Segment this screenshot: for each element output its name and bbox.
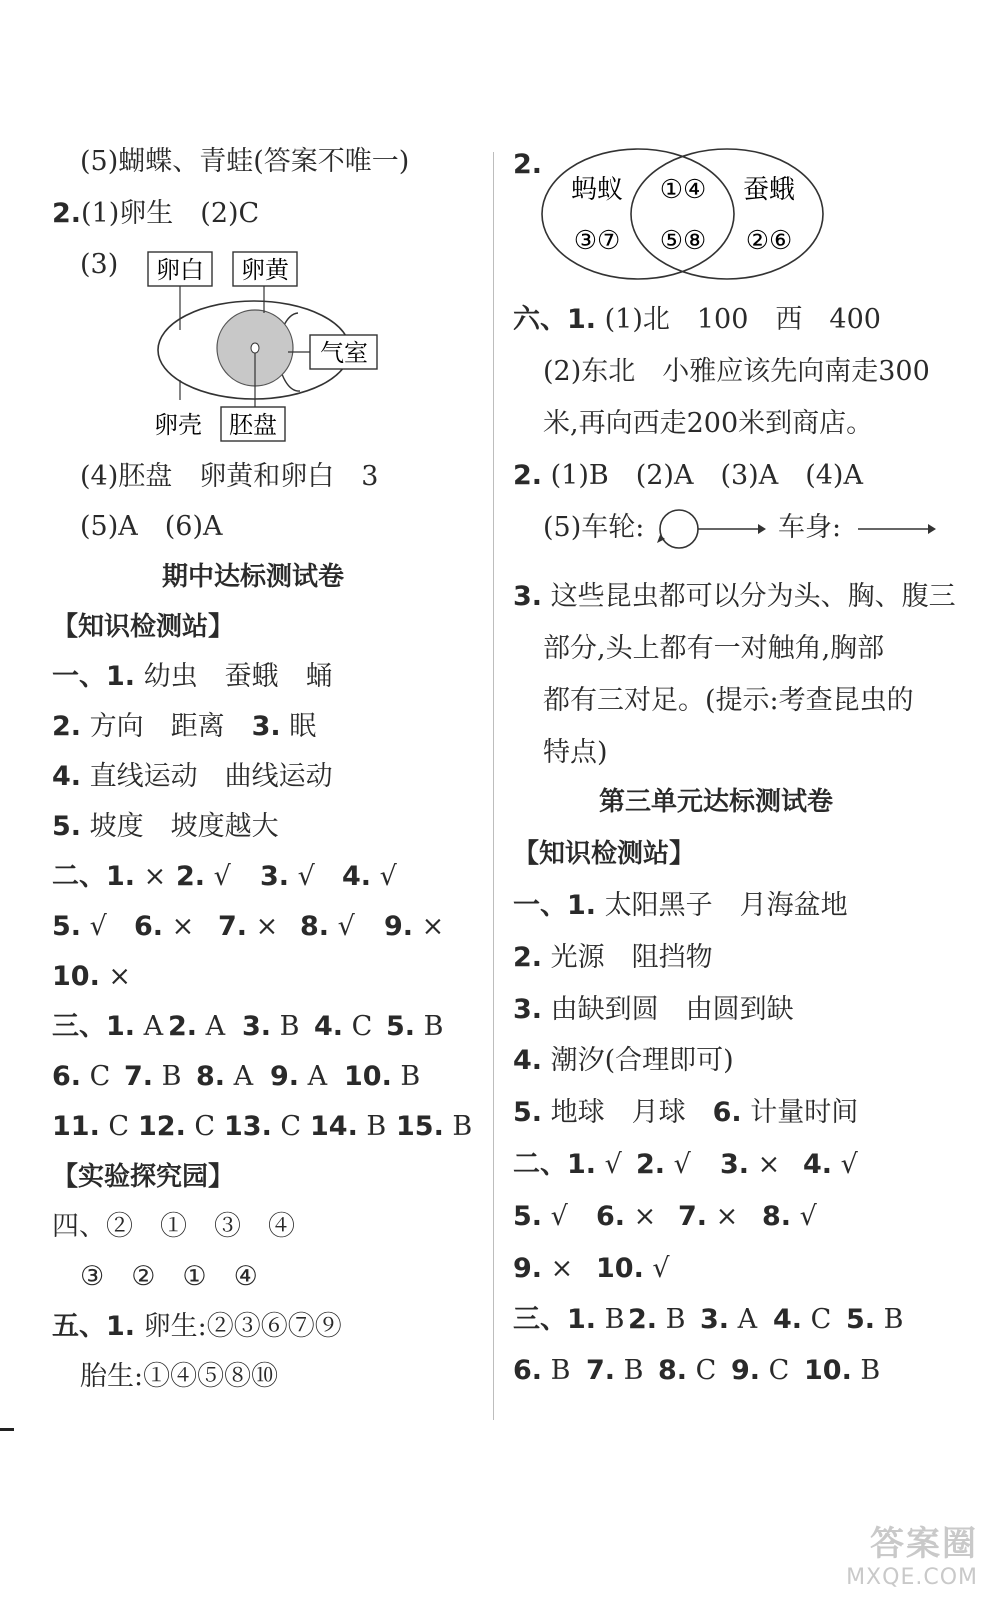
answer-value: √ — [205, 861, 231, 892]
question-number: 8. — [300, 911, 330, 942]
answer-text: 光源 阻挡物 — [542, 942, 713, 973]
body-motion-arrow — [856, 517, 938, 541]
answer-item — [803, 1148, 858, 1182]
answer-value: C — [81, 1061, 111, 1092]
answer-text: 地球 月球 — [542, 1097, 713, 1128]
answer-value: × — [625, 1201, 657, 1232]
question-number: 2. — [513, 942, 543, 973]
question-number: 4. — [342, 861, 372, 892]
answer-item — [513, 1148, 622, 1182]
answer-item — [386, 1010, 443, 1044]
site-watermark — [846, 1516, 978, 1590]
question-number: 5. — [52, 811, 82, 842]
question-number: 2. — [628, 1304, 658, 1335]
question-number: 6. — [596, 1201, 626, 1232]
answer-value: × — [413, 911, 445, 942]
question-number: 三、1. — [52, 1011, 136, 1042]
question-number: 13. — [224, 1111, 272, 1142]
question-number: 7. — [124, 1061, 154, 1092]
answer-value: B — [415, 1011, 444, 1042]
answer-value: B — [851, 1355, 881, 1386]
answer-line — [513, 941, 713, 975]
answer-value: C — [271, 1111, 302, 1142]
wheel-rotation-diagram — [652, 507, 768, 551]
answer-item — [310, 1110, 386, 1144]
answer-item — [314, 1010, 372, 1044]
answer-item — [513, 1200, 568, 1234]
answer-line: (4)胚盘 卵黄和卵白 3 — [80, 461, 379, 492]
question-number: 10. — [344, 1061, 392, 1092]
yolk-label: 卵黄 — [241, 256, 289, 284]
answer-item — [596, 1200, 656, 1234]
answer-item — [176, 860, 231, 894]
answer-value: × — [707, 1201, 739, 1232]
answer-line: (5)A (6)A — [80, 511, 223, 542]
answer-line: 部分,头上都有一对触角,胸部 — [543, 633, 885, 664]
answer-item — [513, 1354, 570, 1388]
answer-item — [846, 1303, 903, 1337]
shared-items-top: ①④ — [659, 175, 707, 205]
section-title: 期中达标测试卷 — [162, 562, 345, 592]
answer-item — [124, 1060, 181, 1094]
answer-item — [804, 1354, 880, 1388]
answer-item — [138, 1110, 215, 1144]
question-number: 9. — [513, 1253, 543, 1284]
question-number: 5. — [52, 911, 82, 942]
ant-only-items: ③⑦ — [573, 226, 621, 256]
question-number: 5. — [513, 1201, 543, 1232]
answer-value: √ — [81, 911, 107, 942]
answer-item — [52, 960, 131, 994]
watermark-logo-text: 答案圈 — [870, 1524, 978, 1564]
question-number: 6. — [134, 911, 164, 942]
answer-line — [52, 760, 333, 794]
answer-text: 这些昆虫都可以分为头、胸、腹三 — [542, 581, 956, 612]
silkmoth-set-ellipse — [631, 149, 823, 279]
answer-line — [513, 1044, 734, 1078]
answer-value: B — [542, 1355, 571, 1386]
answer-line — [513, 1096, 858, 1130]
answer-value: C — [687, 1355, 717, 1386]
answer-item — [218, 910, 278, 944]
answer-value: × — [135, 861, 167, 892]
germinal-disc-label: 胚盘 — [229, 411, 277, 439]
answer-value: B — [153, 1061, 182, 1092]
question-number: 4. — [803, 1149, 833, 1180]
body-motion-label: 车身: — [778, 512, 842, 543]
answer-value: × — [163, 911, 195, 942]
answer-item — [513, 1303, 624, 1337]
answer-text: 幼虫 蚕蛾 蛹 — [135, 661, 333, 692]
answer-item — [731, 1354, 789, 1388]
answer-line: 米,再向西走200米到商店。 — [543, 408, 874, 439]
question-number: 7. — [586, 1355, 616, 1386]
section-title: 第三单元达标测试卷 — [599, 787, 834, 817]
answer-value: B — [391, 1061, 421, 1092]
question-number: 8. — [196, 1061, 226, 1092]
question-number: 2. — [52, 711, 82, 742]
answer-text: (1)B (2)A (3)A (4)A — [542, 460, 863, 491]
answer-value: A — [197, 1011, 226, 1042]
answer-value: C — [99, 1111, 130, 1142]
answer-line — [52, 197, 259, 231]
answer-line — [52, 710, 316, 744]
ant-label: 蚂蚁 — [570, 175, 624, 205]
question-number: 2. — [636, 1149, 666, 1180]
question-number: 9. — [731, 1355, 761, 1386]
question-number: 3. — [242, 1011, 272, 1042]
question-number: 3. — [700, 1304, 730, 1335]
question-number: 8. — [762, 1201, 792, 1232]
question-number: 4. — [513, 1045, 543, 1076]
section-header: 【知识检测站】 — [513, 839, 696, 869]
answer-item — [596, 1252, 670, 1286]
answer-line — [52, 1310, 342, 1344]
answer-line — [513, 303, 881, 337]
question-number: 6. — [513, 1355, 543, 1386]
answer-text: 计量时间 — [741, 1097, 859, 1128]
answer-item — [260, 860, 315, 894]
answer-line — [513, 459, 863, 493]
question-number: 2. — [513, 149, 543, 180]
page-corner-mark — [0, 1428, 14, 1431]
answer-line: 特点) — [543, 737, 608, 768]
answer-value: A — [729, 1304, 758, 1335]
answer-line — [513, 889, 848, 923]
silkmoth-label: 蚕蛾 — [742, 175, 796, 205]
answer-value: A — [135, 1011, 164, 1042]
answer-text: 直线运动 曲线运动 — [81, 761, 333, 792]
question-number: 2. — [52, 198, 82, 229]
answer-value: √ — [371, 861, 397, 892]
column-divider — [493, 152, 494, 1420]
answer-value: × — [247, 911, 279, 942]
albumen-label: 卵白 — [156, 256, 204, 284]
answer-value: √ — [596, 1149, 622, 1180]
question-number: 5. — [513, 1097, 543, 1128]
answer-item — [658, 1354, 716, 1388]
section-header: 【实验探究园】 — [52, 1162, 235, 1192]
answer-item — [636, 1148, 691, 1182]
answer-item — [52, 1110, 129, 1144]
answer-value: × — [99, 961, 132, 992]
answer-item — [628, 1303, 685, 1337]
question-number: 二、1. — [52, 861, 136, 892]
answer-item — [168, 1010, 225, 1044]
question-number: 11. — [52, 1111, 100, 1142]
egg-structure-diagram — [140, 245, 400, 445]
answer-item — [52, 860, 166, 894]
ant-set-ellipse — [542, 149, 734, 279]
answer-text: 方向 距离 — [81, 711, 252, 742]
air-cell-label: 气室 — [320, 339, 368, 367]
question-number: 15. — [396, 1111, 444, 1142]
answer-line — [513, 580, 956, 614]
question-number: 9. — [384, 911, 414, 942]
answer-line — [513, 993, 794, 1027]
answer-value: B — [357, 1111, 387, 1142]
question-number: 3. — [251, 711, 281, 742]
question-number: 2. — [168, 1011, 198, 1042]
answer-value: A — [225, 1061, 254, 1092]
answer-value: B — [443, 1111, 473, 1142]
question-number: 6. — [712, 1097, 742, 1128]
answer-item — [52, 1010, 163, 1044]
answer-value: √ — [289, 861, 315, 892]
germinal-disc-shape — [251, 343, 259, 353]
rotation-arrowhead — [657, 535, 665, 543]
question-number: 3. — [260, 861, 290, 892]
answer-line: 都有三对足。(提示:考查昆虫的 — [543, 685, 914, 716]
question-number: 10. — [596, 1253, 644, 1284]
answer-value: A — [299, 1061, 328, 1092]
answer-text: (1)北 100 西 400 — [596, 304, 881, 335]
question-number: 14. — [310, 1111, 358, 1142]
answer-value: C — [343, 1011, 373, 1042]
answer-value: √ — [832, 1149, 858, 1180]
question-number: 一、1. — [52, 661, 136, 692]
answer-line — [52, 810, 279, 844]
question-number: 6. — [52, 1061, 82, 1092]
question-number: 12. — [138, 1111, 186, 1142]
answer-item — [52, 1060, 110, 1094]
answer-item — [586, 1354, 643, 1388]
answer-text: 由缺到圆 由圆到缺 — [542, 994, 794, 1025]
question-number: 3. — [513, 581, 543, 612]
question-number: 二、1. — [513, 1149, 597, 1180]
answer-line: 四、② ① ③ ④ — [52, 1211, 295, 1242]
question-number: 2. — [176, 861, 206, 892]
answer-value: √ — [665, 1149, 691, 1180]
answer-item — [384, 910, 444, 944]
answer-item — [196, 1060, 253, 1094]
answer-item — [700, 1303, 757, 1337]
answer-text: 坡度 坡度越大 — [81, 811, 279, 842]
answer-value: C — [185, 1111, 216, 1142]
answer-value: B — [657, 1304, 686, 1335]
answer-item — [242, 1010, 299, 1044]
answer-item — [344, 1060, 420, 1094]
question-number: 3. — [513, 994, 543, 1025]
question-number: 4. — [52, 761, 82, 792]
answer-item — [720, 1148, 780, 1182]
answer-value: C — [760, 1355, 790, 1386]
question-number: 9. — [270, 1061, 300, 1092]
answer-line: (5)蝴蝶、青蛙(答案不唯一) — [80, 146, 410, 177]
wheel-circle — [660, 510, 698, 548]
shell-label: 卵壳 — [154, 411, 202, 439]
answer-text: 潮汐(合理即可) — [542, 1045, 734, 1076]
wheel-arrowhead — [758, 524, 766, 534]
silkmoth-only-items: ②⑥ — [745, 226, 793, 256]
question-number: (3) — [80, 249, 119, 280]
answer-item — [224, 1110, 301, 1144]
question-number: 5. — [386, 1011, 416, 1042]
question-number: 3. — [720, 1149, 750, 1180]
answer-text: (1)卵生 (2)C — [81, 198, 260, 229]
question-number: 10. — [52, 961, 100, 992]
answer-line: ③ ② ① ④ — [80, 1261, 258, 1292]
body-arrowhead — [928, 524, 936, 534]
answer-item — [270, 1060, 327, 1094]
question-number: 8. — [658, 1355, 688, 1386]
question-number: 五、1. — [52, 1311, 136, 1342]
question-number: 一、1. — [513, 890, 597, 921]
answer-value: × — [542, 1253, 574, 1284]
answer-item — [134, 910, 194, 944]
answer-text: 卵生:②③⑥⑦⑨ — [135, 1311, 342, 1342]
answer-text: 太阳黑子 月海盆地 — [596, 890, 848, 921]
answer-item — [342, 860, 397, 894]
question-number: 5. — [846, 1304, 876, 1335]
answer-item — [773, 1303, 831, 1337]
answer-item — [513, 1252, 573, 1286]
question-number: 三、1. — [513, 1304, 597, 1335]
question-number: 10. — [804, 1355, 852, 1386]
question-number: 4. — [773, 1304, 803, 1335]
answer-value: √ — [791, 1201, 817, 1232]
section-header: 【知识检测站】 — [52, 612, 235, 642]
answer-value: √ — [643, 1253, 670, 1284]
answer-value: B — [596, 1304, 625, 1335]
answer-text: 眠 — [280, 711, 317, 742]
question-number: 2. — [513, 460, 543, 491]
shared-items-bottom: ⑤⑧ — [659, 226, 707, 256]
answer-item — [396, 1110, 472, 1144]
watermark-url: MXQE.COM — [846, 1565, 978, 1590]
answer-item — [52, 910, 107, 944]
venn-diagram — [535, 143, 835, 285]
question-number: 4. — [314, 1011, 344, 1042]
question-number: 7. — [218, 911, 248, 942]
answer-item — [300, 910, 355, 944]
answer-value: C — [802, 1304, 832, 1335]
answer-value: B — [875, 1304, 904, 1335]
answer-value: B — [615, 1355, 644, 1386]
answer-line: (2)东北 小雅应该先向南走300 — [543, 356, 930, 387]
answer-item — [678, 1200, 738, 1234]
wheel-motion-label: (5)车轮: — [543, 512, 645, 543]
answer-line: 胎生:①④⑤⑧⑩ — [80, 1361, 279, 1392]
answer-value: √ — [542, 1201, 568, 1232]
question-number: 7. — [678, 1201, 708, 1232]
answer-value: B — [271, 1011, 300, 1042]
answer-value: √ — [329, 911, 355, 942]
answer-value: × — [749, 1149, 781, 1180]
answer-item — [762, 1200, 817, 1234]
answer-line — [52, 660, 333, 694]
question-number: 六、1. — [513, 304, 597, 335]
